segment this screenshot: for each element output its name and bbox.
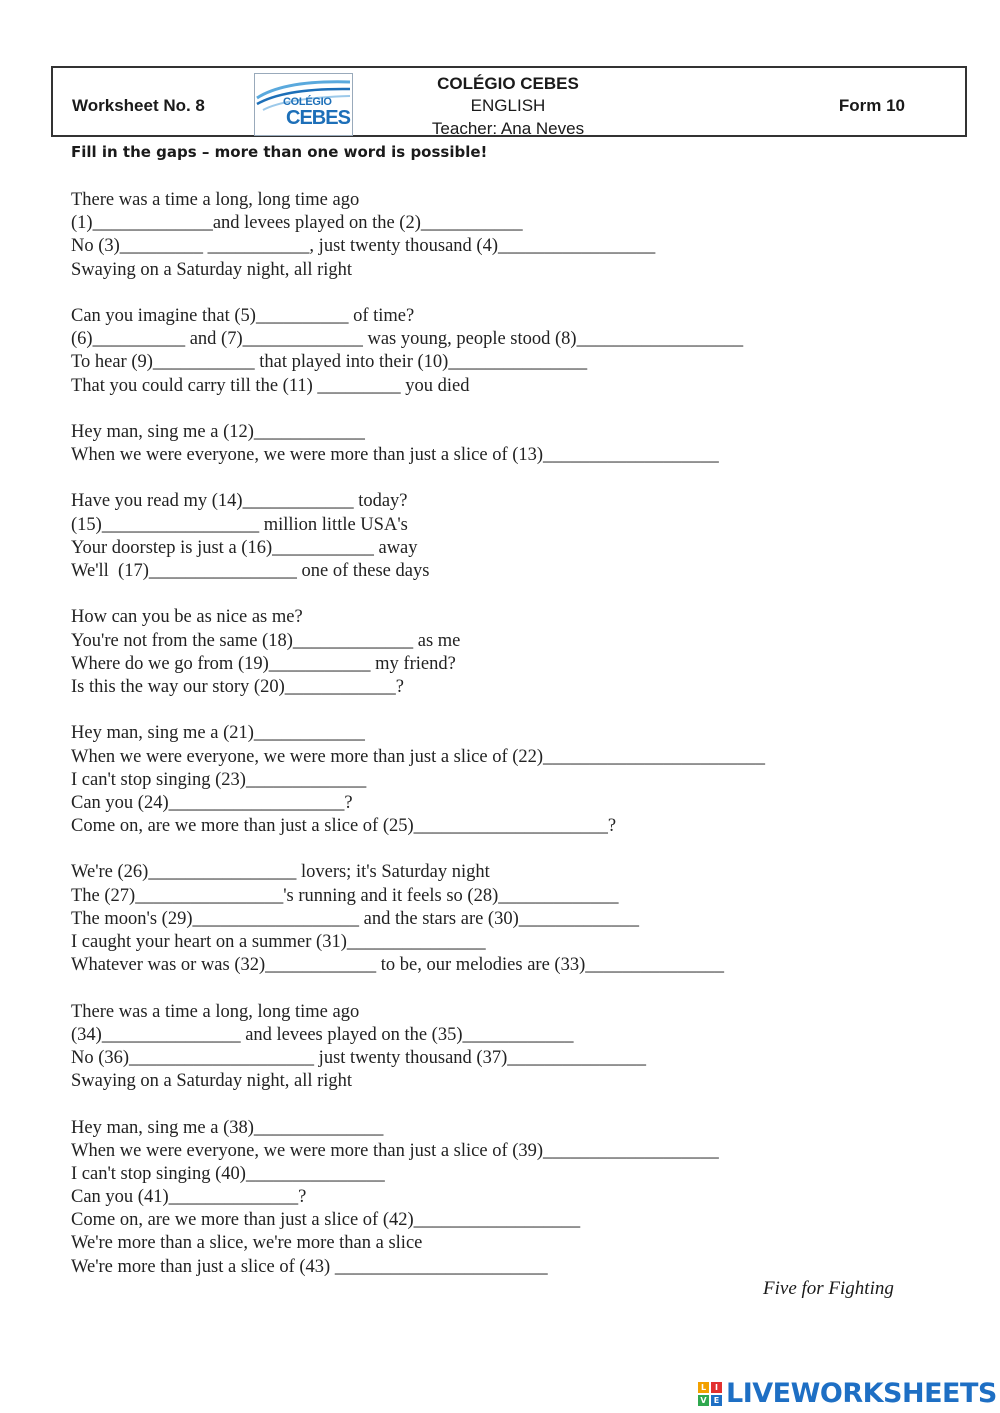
stanza-break	[71, 977, 765, 1000]
lyric-line: No (3)_________ ___________, just twenty thousand (4)_________________	[71, 236, 656, 257]
lyric-line: Whatever was or was (32)____________ to be, our melodies are (33)_______________	[71, 955, 725, 976]
lyric-line: Can you (24)___________________?	[71, 792, 353, 813]
lyric-line: (34)_______________ and levees played on the (35)____________	[71, 1024, 574, 1045]
lyric-line: Your doorstep is just a (16)___________ away	[71, 537, 418, 558]
lyric-line: The (27)________________'s running and it feels so (28)_____________	[71, 885, 619, 906]
lyric-line: We'll (17)________________ one of these days	[71, 561, 430, 581]
lyric-line: How can you be as nice as me?	[71, 607, 303, 628]
lyric-line: Hey man, sing me a (12)____________	[71, 421, 365, 442]
stanza-break	[71, 699, 765, 722]
lyric-line: Come on, are we more than just a slice of (42)__________________	[71, 1210, 581, 1231]
lyric-line: I can't stop singing (23)_____________	[71, 769, 367, 790]
school-logo	[254, 73, 353, 136]
instructions: Fill in the gaps – more than one word is possible!	[71, 143, 488, 161]
liveworksheets-logo-icon: L I V E	[698, 1382, 724, 1408]
subject: ENGLISH	[470, 96, 546, 115]
stanza-break	[71, 838, 765, 861]
lyric-line: We're more than just a slice of (43) _______________________	[71, 1256, 548, 1277]
lyric-line: Hey man, sing me a (38)______________	[71, 1117, 384, 1138]
lyric-line: Have you read my (14)____________ today?	[71, 491, 408, 512]
liveworksheets-text: LIVEWORKSHEETS	[726, 1378, 997, 1409]
form-label: Form 10	[838, 96, 905, 115]
lyric-line: You're not from the same (18)_____________ as me	[71, 630, 461, 651]
lyric-line: When we were everyone, we were more than just a slice of (22)________________________	[71, 746, 766, 767]
lyric-line: To hear (9)___________ that played into their (10)_______________	[71, 352, 588, 373]
lyric-line: Hey man, sing me a (21)____________	[71, 723, 365, 744]
lyric-line: I caught your heart on a summer (31)_______________	[71, 932, 486, 952]
song-credit: Five for Fighting	[763, 1278, 894, 1299]
lyric-line: When we were everyone, we were more than just a slice of (39)___________________	[71, 1140, 719, 1161]
logo-text-cebes: CEBES	[286, 107, 350, 129]
lyric-line: That you could carry till the (11) _________ you died	[71, 375, 470, 396]
lyric-line: Is this the way our story (20)____________?	[71, 676, 404, 697]
worksheet-header	[51, 66, 967, 137]
teacher: Teacher: Ana Neves	[431, 119, 585, 138]
lyric-line: We're (26)________________ lovers; it's Saturday night	[71, 862, 490, 883]
lyric-line: When we were everyone, we were more than just a slice of (13)___________________	[71, 445, 719, 466]
lyric-line: Swaying on a Saturday night, all right	[71, 259, 353, 280]
logo-text-colegio: COLÉGIO	[283, 96, 332, 108]
lyric-line: Can you (41)______________?	[71, 1187, 307, 1208]
stanza-break	[71, 583, 765, 606]
lyric-line: Where do we go from (19)___________ my friend?	[71, 653, 456, 674]
lyric-line: The moon's (29)__________________ and the stars are (30)_____________	[71, 908, 640, 929]
lyric-line: There was a time a long, long time ago	[71, 190, 360, 210]
stanza-break	[71, 398, 765, 421]
lyric-line: There was a time a long, long time ago	[71, 1001, 360, 1022]
lyric-line: Swaying on a Saturday night, all right	[71, 1071, 353, 1092]
lyric-line: (1)_____________and levees played on the (2)___________	[71, 213, 523, 234]
lyric-line: I can't stop singing (40)_______________	[71, 1163, 385, 1184]
lyric-line: (6)__________ and (7)_____________ was young, people stood (8)__________________	[71, 329, 744, 350]
lyric-line: No (36)____________________ just twenty thousand (37)_______________	[71, 1047, 647, 1068]
stanza-break	[71, 1093, 765, 1116]
lyrics-block	[71, 189, 765, 1279]
lyric-line: We're more than a slice, we're more than a slice	[71, 1233, 423, 1254]
lyric-line: Come on, are we more than just a slice of (25)_____________________?	[71, 816, 617, 837]
lyric-line: (15)_________________ million little USA's	[71, 514, 408, 535]
school-name: COLÉGIO CEBES	[437, 74, 579, 93]
lyric-line: Can you imagine that (5)__________ of time?	[71, 305, 415, 326]
stanza-break	[71, 467, 765, 490]
worksheet-number: Worksheet No. 8	[72, 96, 205, 115]
stanza-break	[71, 282, 765, 305]
